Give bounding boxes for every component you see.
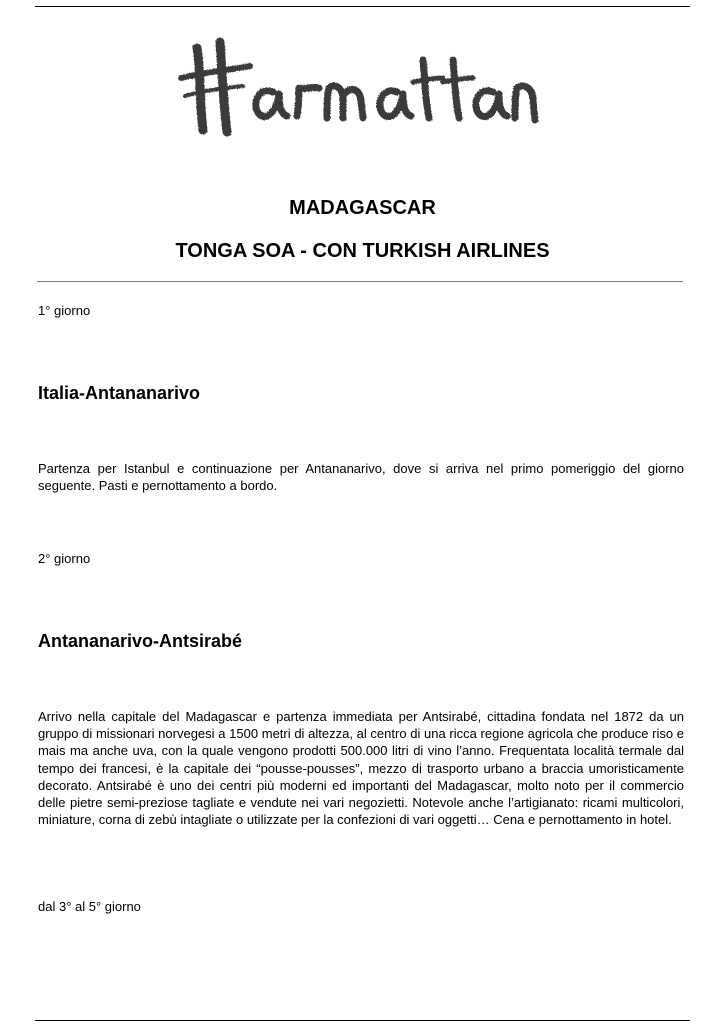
harmattan-logo-image — [175, 30, 545, 145]
document-title: MADAGASCAR — [289, 197, 436, 219]
day-1-description: Partenza per Istanbul e continuazione per Antananarivo, dove si arriva nel primo pomeriggio del giorno seguente. Pasti e pernottamento a bordo. — [38, 461, 684, 494]
bottom-rule — [35, 1020, 690, 1021]
day-3-5-label: dal 3° al 5° giorno — [38, 899, 141, 914]
top-rule — [35, 6, 690, 7]
day-1-label: 1° giorno — [38, 303, 91, 318]
day-1-title: Italia-Antananarivo — [38, 383, 201, 403]
day-2-label: 2° giorno — [38, 551, 91, 566]
day-2-title: Antananarivo-Antsirabé — [38, 631, 243, 651]
harmattan-logo — [175, 30, 545, 145]
document-subtitle: TONGA SOA - CON TURKISH AIRLINES — [175, 240, 550, 262]
header-divider — [37, 281, 683, 282]
day-2-description: Arrivo nella capitale del Madagascar e partenza immediata per Antsirabé, cittadina fondata nel 1872 da un gruppo di missionari norvegesi a 1500 metri di altezza, al centro di una ricca regione agricola che produce riso e mais ma anche uva, con la quale vengono prodotti 500.000 litri di vino l’anno. Frequentata località termale dal tempo dei francesi, è la capitale dei “pousse-pousses”, mezzo di trasporto urbano a braccia umoristicamente decorato. Antsirabé è uno dei centri più moderni ed importanti del Madagascar, molto noto per il commercio delle pietre semi-preziose tagliate e vendute nei vari negozietti. Notevole anche l’artigianato: ricami multicolori, miniature, corna di zebù intagliate o utilizzate per la confezioni di vari oggetti… Cena e pernottamento in hotel. — [38, 709, 684, 828]
